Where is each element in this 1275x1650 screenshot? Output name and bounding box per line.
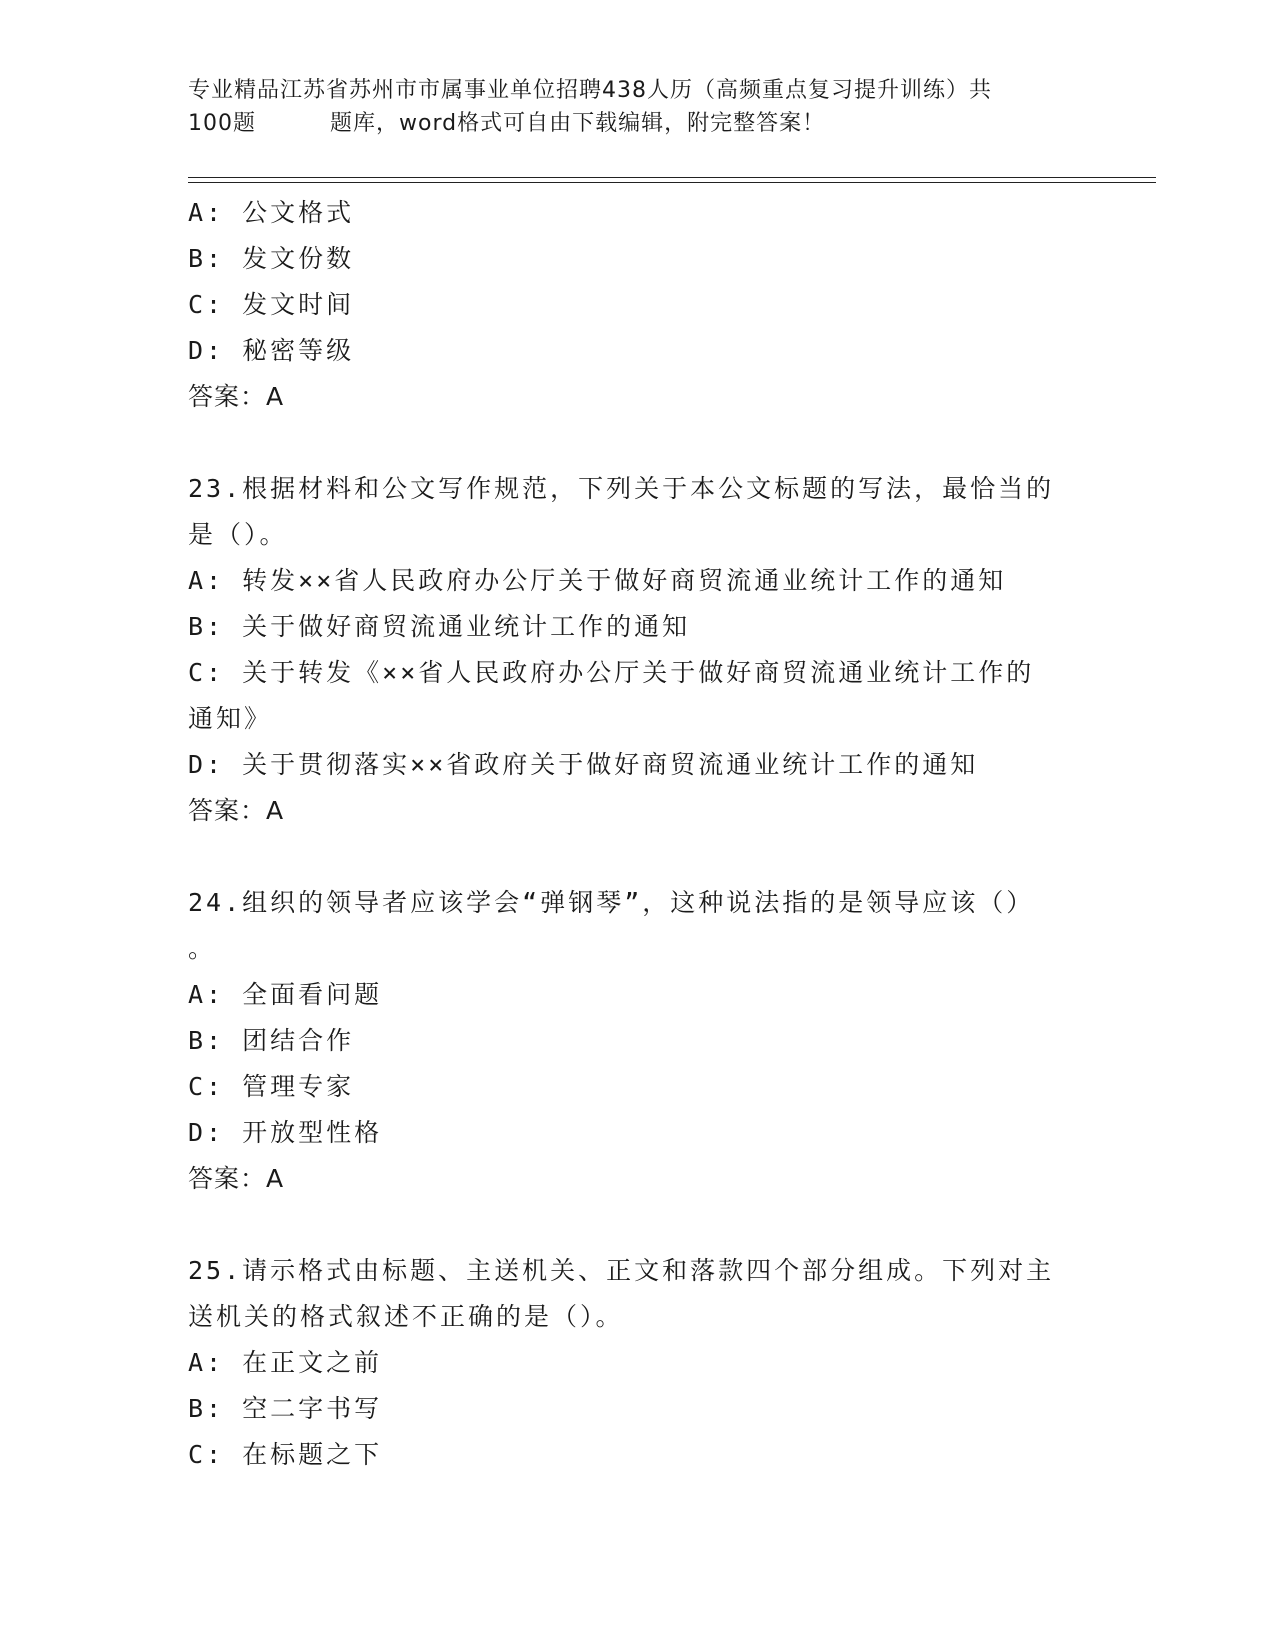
option-c-continued: 通知》 (188, 704, 273, 733)
option-c: C: 在标题之下 (188, 1440, 383, 1469)
question-24 (188, 880, 1088, 1202)
question-list (188, 190, 1088, 1478)
option-a: A: 在正文之前 (188, 1348, 383, 1377)
answer: 答案：A (188, 382, 285, 411)
header-line-1: 专业精品江苏省苏州市市属事业单位招聘438人历（高频重点复习提升训练）共 (188, 78, 992, 103)
option-d: D: 秘密等级 (188, 336, 355, 365)
option-c: C: 关于转发《××省人民政府办公厅关于做好商贸流通业统计工作的 (188, 658, 1035, 687)
option-b: B: 发文份数 (188, 244, 355, 273)
option-c: C: 管理专家 (188, 1072, 355, 1101)
option-b: B: 空二字书写 (188, 1394, 383, 1423)
option-a: A: 公文格式 (188, 198, 355, 227)
answer: 答案：A (188, 796, 285, 825)
header-divider-top (188, 177, 1156, 178)
question-stem: 25.请示格式由标题、主送机关、正文和落款四个部分组成。下列对主 (188, 1256, 1055, 1285)
document-header (188, 74, 1088, 140)
header-line-2 (188, 107, 1088, 140)
question-stem-continued: 。 (188, 934, 217, 963)
answer: 答案：A (188, 1164, 285, 1193)
header-divider-bottom (188, 182, 1156, 183)
option-a: A: 转发××省人民政府办公厅关于做好商贸流通业统计工作的通知 (188, 566, 1007, 595)
header-line-2-count: 100题 (188, 111, 256, 136)
question-stem: 23.根据材料和公文写作规范，下列关于本公文标题的写法，最恰当的 (188, 474, 1055, 503)
header-line-2-text: 题库，word格式可自由下载编辑，附完整答案！ (330, 111, 826, 136)
question-stem-continued: 送机关的格式叙述不正确的是（）。 (188, 1302, 624, 1331)
question-22 (188, 190, 1088, 420)
option-d: D: 开放型性格 (188, 1118, 383, 1147)
option-a: A: 全面看问题 (188, 980, 383, 1009)
question-stem: 24.组织的领导者应该学会“弹钢琴”，这种说法指的是领导应该（） (188, 888, 1035, 917)
question-23 (188, 466, 1088, 834)
question-stem-continued: 是（）。 (188, 520, 288, 549)
option-d: D: 关于贯彻落实××省政府关于做好商贸流通业统计工作的通知 (188, 750, 979, 779)
option-b: B: 关于做好商贸流通业统计工作的通知 (188, 612, 691, 641)
option-c: C: 发文时间 (188, 290, 355, 319)
option-b: B: 团结合作 (188, 1026, 355, 1055)
question-25 (188, 1248, 1088, 1478)
